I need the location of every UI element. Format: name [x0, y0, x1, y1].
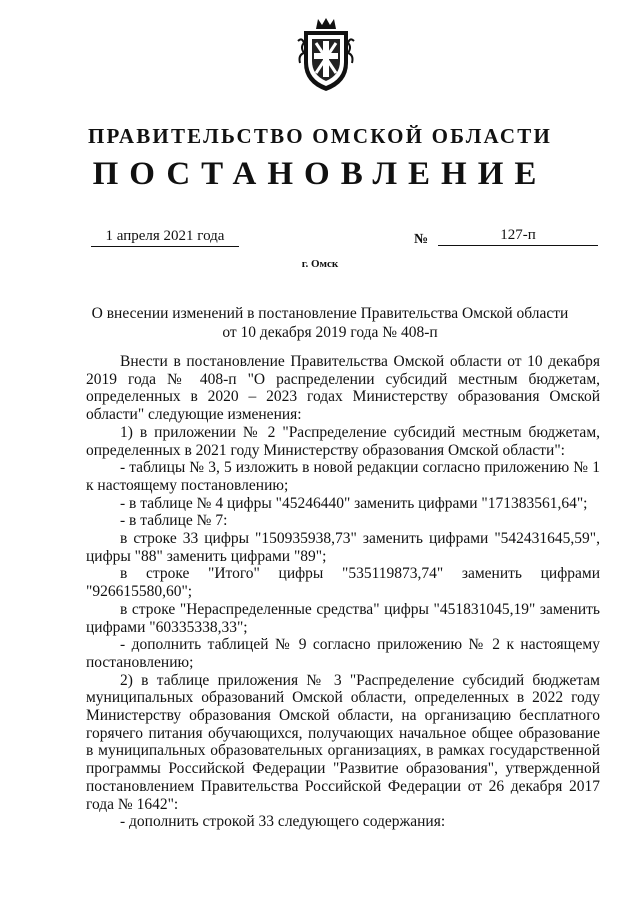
subject-line-2: от 10 декабря 2019 года № 408-п [222, 324, 438, 341]
paragraph: 1) в приложении № 2 "Распределение субсидий местным бюджетам, определенных в 2021 году Министерству образования Омской области": [86, 423, 600, 459]
paragraph: в строке 33 цифры "150935938,73" заменить цифрами "542431645,59", цифры "88" заменить цифрами "89"; [86, 530, 600, 565]
paragraph: в строке "Итого" цифры "535119873,74" заменить цифрами "926615580,60"; [86, 565, 600, 601]
city-label: г. Омск [301, 258, 339, 270]
document-subject [60, 304, 600, 342]
paragraph: - дополнить таблицей № 9 согласно приложению № 2 к настоящему постановлению; [86, 636, 600, 671]
document-body [86, 353, 600, 831]
paragraph: - таблицы № 3, 5 изложить в новой редакции согласно приложению № 1 к настоящему постановлению; [86, 459, 600, 494]
paragraph: - в таблице № 7: [120, 512, 228, 530]
paragraph: - дополнить строкой 33 следующего содержания: [120, 813, 446, 831]
coat-of-arms-icon [296, 17, 356, 93]
document-type: ПОСТАНОВЛЕНИЕ [92, 156, 548, 192]
paragraph: - в таблице № 4 цифры "45246440" заменить цифрами "171383561,64"; [120, 494, 588, 512]
paragraph: Внести в постановление Правительства Омской области от 10 декабря 2019 года № 408-п "О распределении субсидий местным бюджетам, определенных в 2020 – 2023 годах Министерству образования Омской области" следующие изменения: [86, 353, 600, 424]
document-number: 127-п [438, 227, 598, 246]
number-label: № [414, 232, 429, 247]
paragraph: 2) в таблице приложения № 3 "Распределение субсидий бюджетам муниципальных образований Омской области, определенных в 2022 году Министерству образования Омской области, на организацию бесплатного горячего питания обучающихся, получающих начальное общее образование в муниципальных образовательных организациях, в рамках государственной программы Российской Федерации "Развитие образования", утвержденной постановлением Правительства Российской Федерации от 26 декабря 2017 года № 1642": [86, 671, 600, 813]
subject-line-1: О внесении изменений в постановление Правительства Омской области [91, 305, 569, 322]
paragraph: в строке "Нераспределенные средства" цифры "451831045,19" заменить цифрами "60335338,33"; [86, 600, 600, 636]
organization-title: ПРАВИТЕЛЬСТВО ОМСКОЙ ОБЛАСТИ [87, 124, 552, 148]
document-date: 1 апреля 2021 года [91, 228, 239, 247]
